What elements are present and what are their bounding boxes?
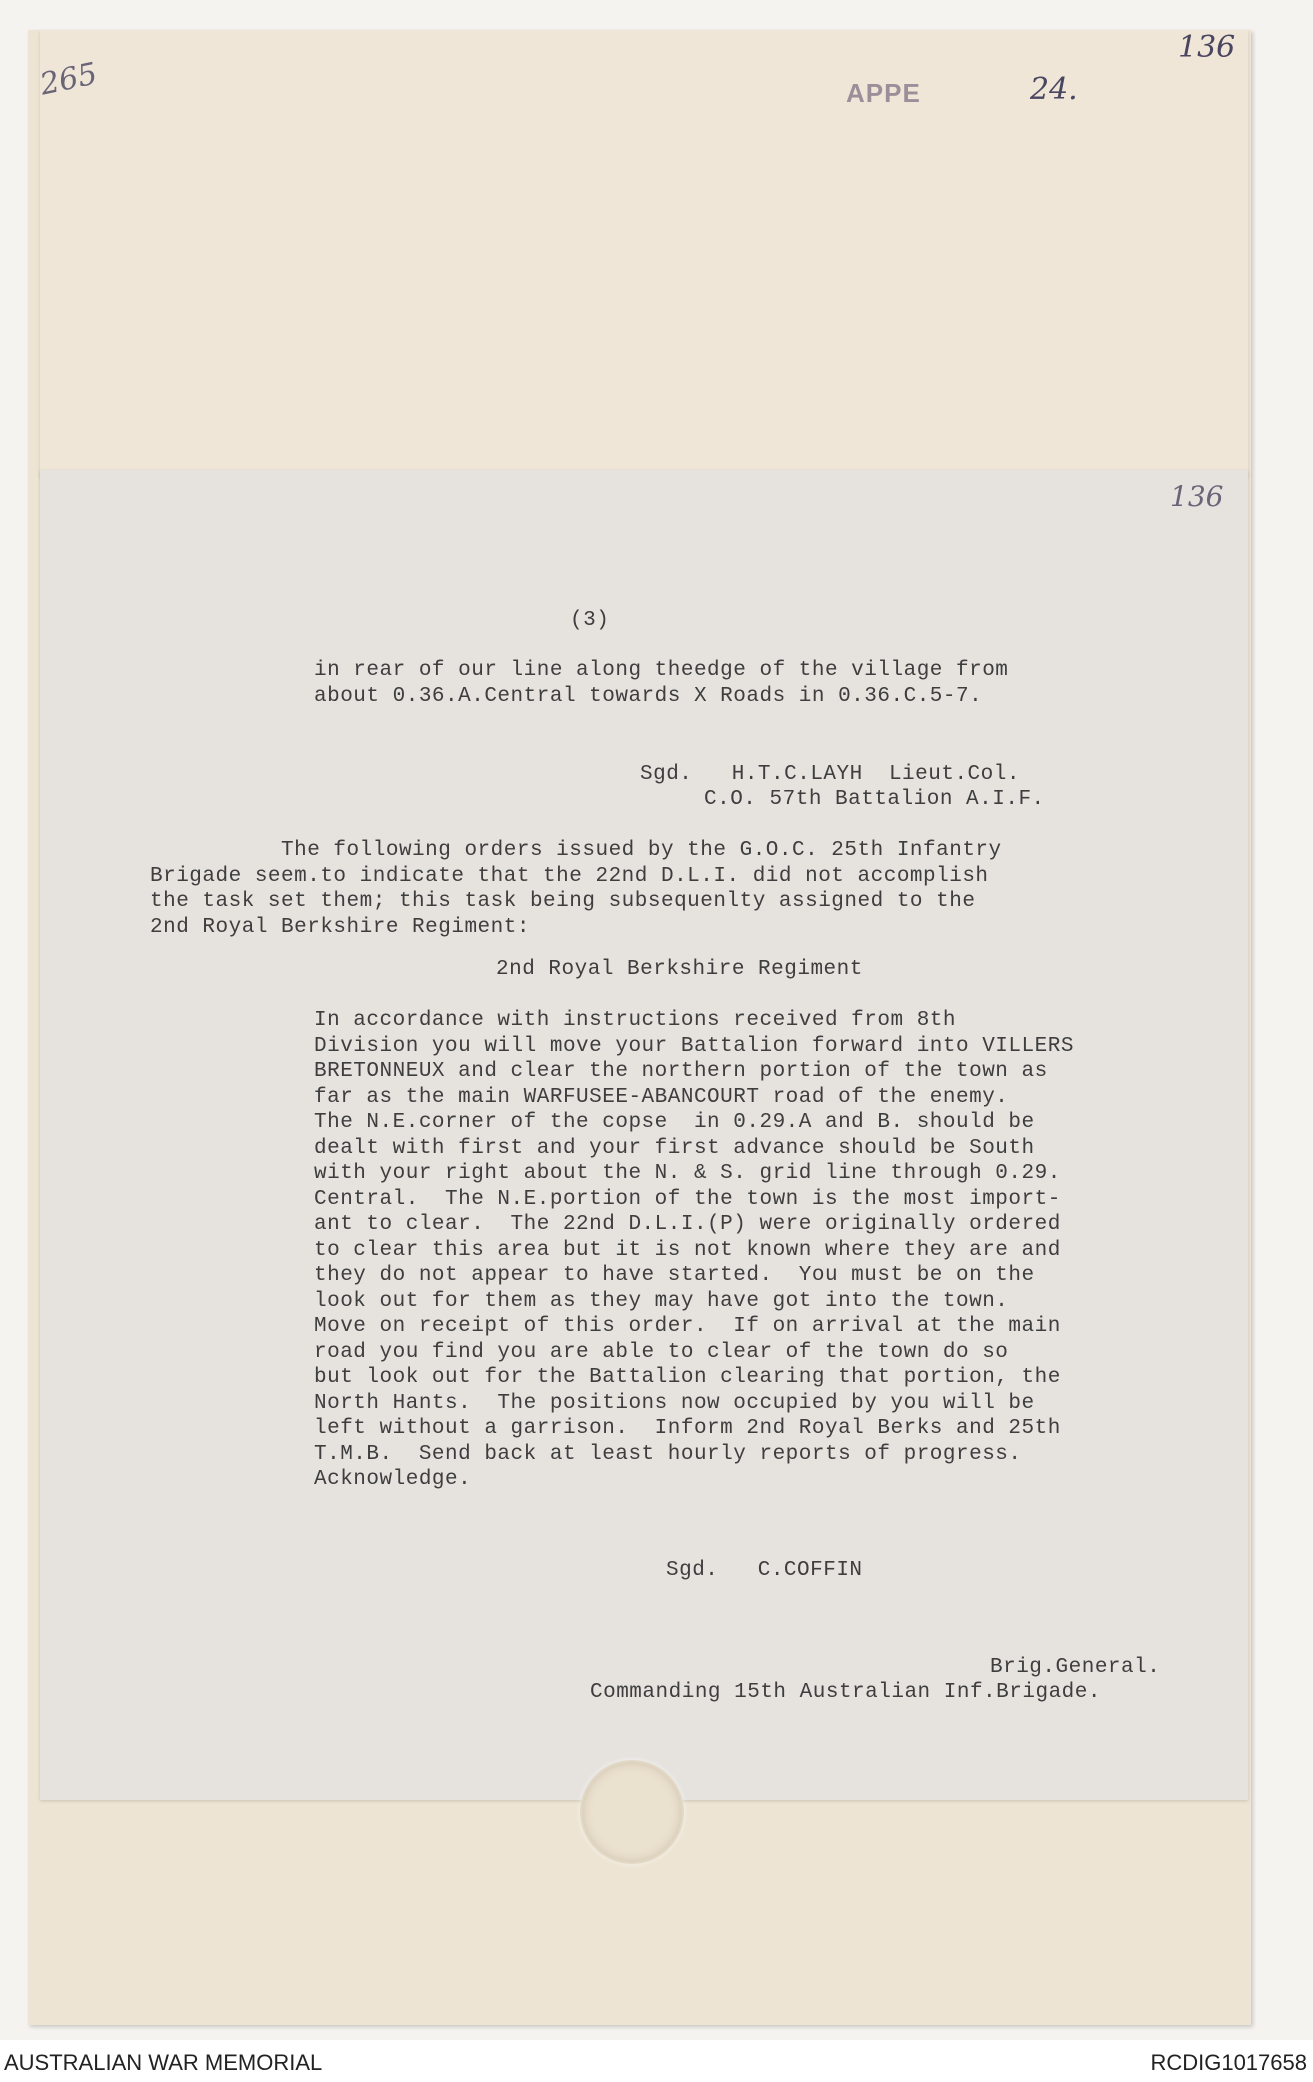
signature-coffin-rank: Brig.General. — [990, 1656, 1161, 1679]
signature-layh: Sgd. H.T.C.LAYH Lieut.Col. — [640, 763, 1020, 786]
folio-number-left: 265 — [36, 56, 101, 103]
intro-paragraph: The following orders issued by the G.O.C. 25th Infantry Brigade seem.to indicate that the 22nd D.L.I. did not accomplish the task set them; this task being subsequenlty assigned to the 2nd Royal Berkshire Regiment: — [150, 839, 1002, 939]
opening-paragraph: in rear of our line along theedge of the village from about 0.36.A.Central towards X Roads in 0.36.C.5-7. — [314, 659, 1009, 708]
footer-record-id: RCDIG1017658 — [1150, 2050, 1307, 2075]
signature-coffin-command: Commanding 15th Australian Inf.Brigade. — [590, 1681, 1101, 1704]
order-body: In accordance with instructions received from 8th Division you will move your Battalion forward into VILLERS BRETONNEUX and clear the northern portion of the town as far as the main WARFUSEE-ABANCOURT road of the enemy. The N.E.corner of the copse in 0.29.A and B. should be dealt with first and your first advance should be South with your right about the N. & S. grid line through 0.29. Central. The N.E.portion of the town is the most import- ant to clear. The 22nd D.L.I.(P) were originally ordered to clear this area but it is not known where they are and they do not appear to have started. You must be on the look out for them as they may have got into the town. Move on receipt of this order. If on arrival at the main road you find you are able to clear of the town do so but look out for the Battalion clearing that portion, the North Hants. The positions now occupied by you will be left without a garrison. Inform 2nd Royal Berks and 25th T.M.B. Send back at least hourly reports of progress. Acknowledge. — [314, 1009, 1074, 1491]
order-heading: 2nd Royal Berkshire Regiment — [496, 958, 863, 981]
footer-bar — [0, 2040, 1313, 2082]
signature-layh-title: C.O. 57th Battalion A.I.F. — [704, 788, 1045, 811]
footer-institution: AUSTRALIAN WAR MEMORIAL — [4, 2050, 323, 2075]
appendix-stamp: APPE — [846, 78, 921, 108]
embossed-seal — [580, 1760, 684, 1864]
page-number: (3) — [570, 609, 610, 632]
appendix-number: 24. — [1030, 72, 1078, 107]
folio-number-top: 136 — [1178, 30, 1236, 65]
folio-number-middle: 136 — [1170, 480, 1224, 513]
signature-coffin: Sgd. C.COFFIN — [666, 1559, 863, 1582]
